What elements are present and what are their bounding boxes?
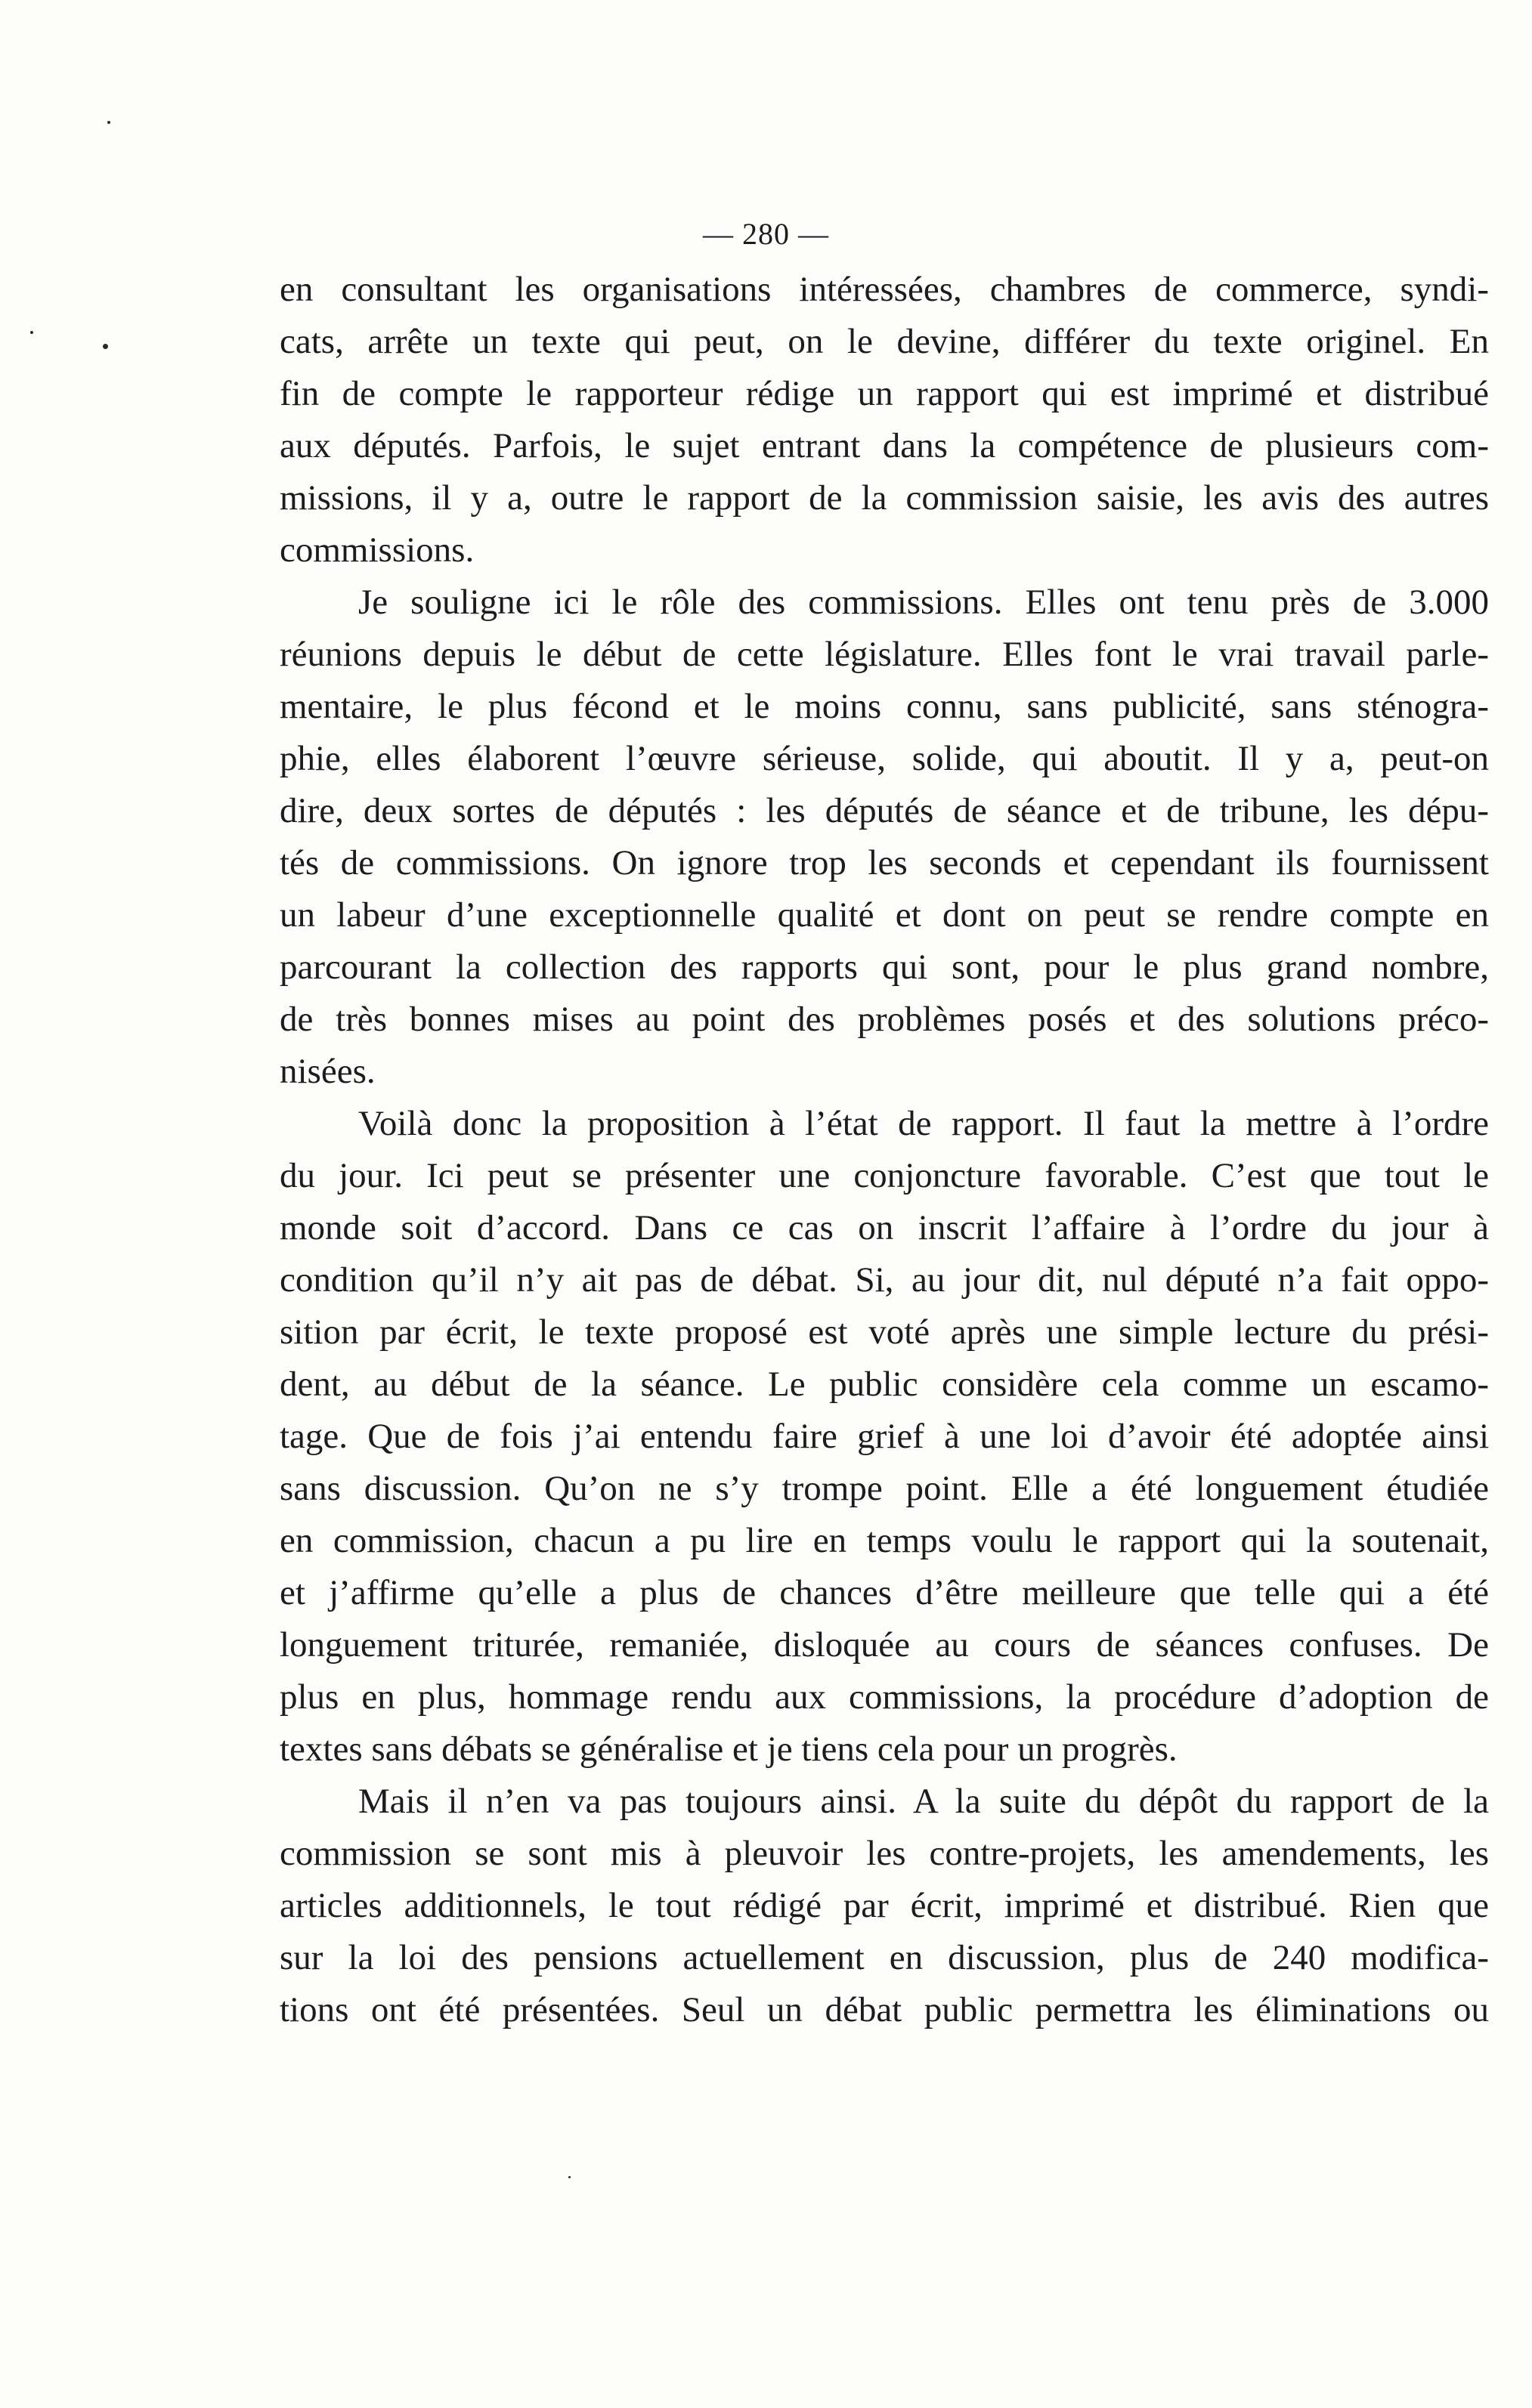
- paragraph-start-line: Voilà donc la proposition à l’état de rapport. Il faut la mettre à l’ordre: [358, 1104, 1489, 1143]
- text-line: mentaire, le plus fécond et le moins connu, sans publicité, sans sténogra-: [280, 687, 1489, 726]
- text-line: commissions.: [280, 530, 475, 570]
- text-line: tés de commissions. On ignore trop les seconds et cependant ils fournissent: [280, 843, 1489, 883]
- text-line: sition par écrit, le texte proposé est voté après une simple lecture du prési-: [280, 1312, 1489, 1352]
- text-line: tions ont été présentées. Seul un débat public permettra les éliminations ou: [280, 1990, 1489, 2029]
- text-line: aux députés. Parfois, le sujet entrant dans la compétence de plusieurs com-: [280, 426, 1489, 465]
- text-line: sans discussion. Qu’on ne s’y trompe point. Elle a été longuement étudiée: [280, 1469, 1489, 1508]
- text-line: en consultant les organisations intéressées, chambres de commerce, syndi-: [280, 270, 1489, 309]
- text-line: tage. Que de fois j’ai entendu faire grief à une loi d’avoir été adoptée ainsi: [280, 1417, 1489, 1456]
- text-line: de très bonnes mises au point des problèmes posés et des solutions préco-: [280, 1000, 1489, 1039]
- text-line: nisées.: [280, 1052, 376, 1091]
- text-line: sur la loi des pensions actuellement en discussion, plus de 240 modifica-: [280, 1938, 1489, 1977]
- scan-speck: [30, 331, 33, 334]
- text-line: du jour. Ici peut se présenter une conjoncture favorable. C’est que tout le: [280, 1156, 1489, 1195]
- text-line: dent, au début de la séance. Le public considère cela comme un escamo-: [280, 1365, 1489, 1404]
- scan-speck: [103, 344, 108, 349]
- text-line: plus en plus, hommage rendu aux commissions, la procédure d’adoption de: [280, 1677, 1489, 1717]
- paragraph-start-line: Je souligne ici le rôle des commissions. Elles ont tenu près de 3.000: [358, 583, 1489, 622]
- text-line: en commission, chacun a pu lire en temps voulu le rapport qui la soutenait,: [280, 1521, 1489, 1560]
- text-line: longuement triturée, remaniée, disloquée au cours de séances confuses. De: [280, 1625, 1489, 1665]
- text-line: monde soit d’accord. Dans ce cas on inscrit l’affaire à l’ordre du jour à: [280, 1208, 1489, 1247]
- body-text: [280, 264, 1489, 2036]
- text-line: dire, deux sortes de députés : les députés de séance et de tribune, les dépu-: [280, 791, 1489, 830]
- text-line: un labeur d’une exceptionnelle qualité et dont on peut se rendre compte en: [280, 895, 1489, 935]
- text-line: et j’affirme qu’elle a plus de chances d’être meilleure que telle qui a été: [280, 1573, 1489, 1612]
- text-line: phie, elles élaborent l’œuvre sérieuse, solide, qui aboutit. Il y a, peut-on: [280, 739, 1489, 778]
- text-line: condition qu’il n’y ait pas de débat. Si, au jour dit, nul député n’a fait oppo-: [280, 1260, 1489, 1300]
- text-line: missions, il y a, outre le rapport de la commission saisie, les avis des autres: [280, 478, 1489, 518]
- text-line: commission se sont mis à pleuvoir les contre-projets, les amendements, les: [280, 1834, 1489, 1873]
- text-line: articles additionnels, le tout rédigé par écrit, imprimé et distribué. Rien que: [280, 1886, 1489, 1925]
- text-line: fin de compte le rapporteur rédige un rapport qui est imprimé et distribué: [280, 374, 1489, 413]
- scan-speck: [568, 2176, 571, 2178]
- scan-speck: [107, 121, 110, 124]
- text-line: cats, arrête un texte qui peut, on le devine, différer du texte originel. En: [280, 322, 1489, 361]
- page-number: — 280 —: [703, 217, 829, 251]
- text-line: textes sans débats se généralise et je tiens cela pour un progrès.: [280, 1729, 1178, 1769]
- text-line: parcourant la collection des rapports qui sont, pour le plus grand nombre,: [280, 947, 1489, 987]
- paragraph-start-line: Mais il n’en va pas toujours ainsi. A la suite du dépôt du rapport de la: [358, 1782, 1489, 1821]
- text-line: réunions depuis le début de cette législature. Elles font le vrai travail parle-: [280, 635, 1489, 674]
